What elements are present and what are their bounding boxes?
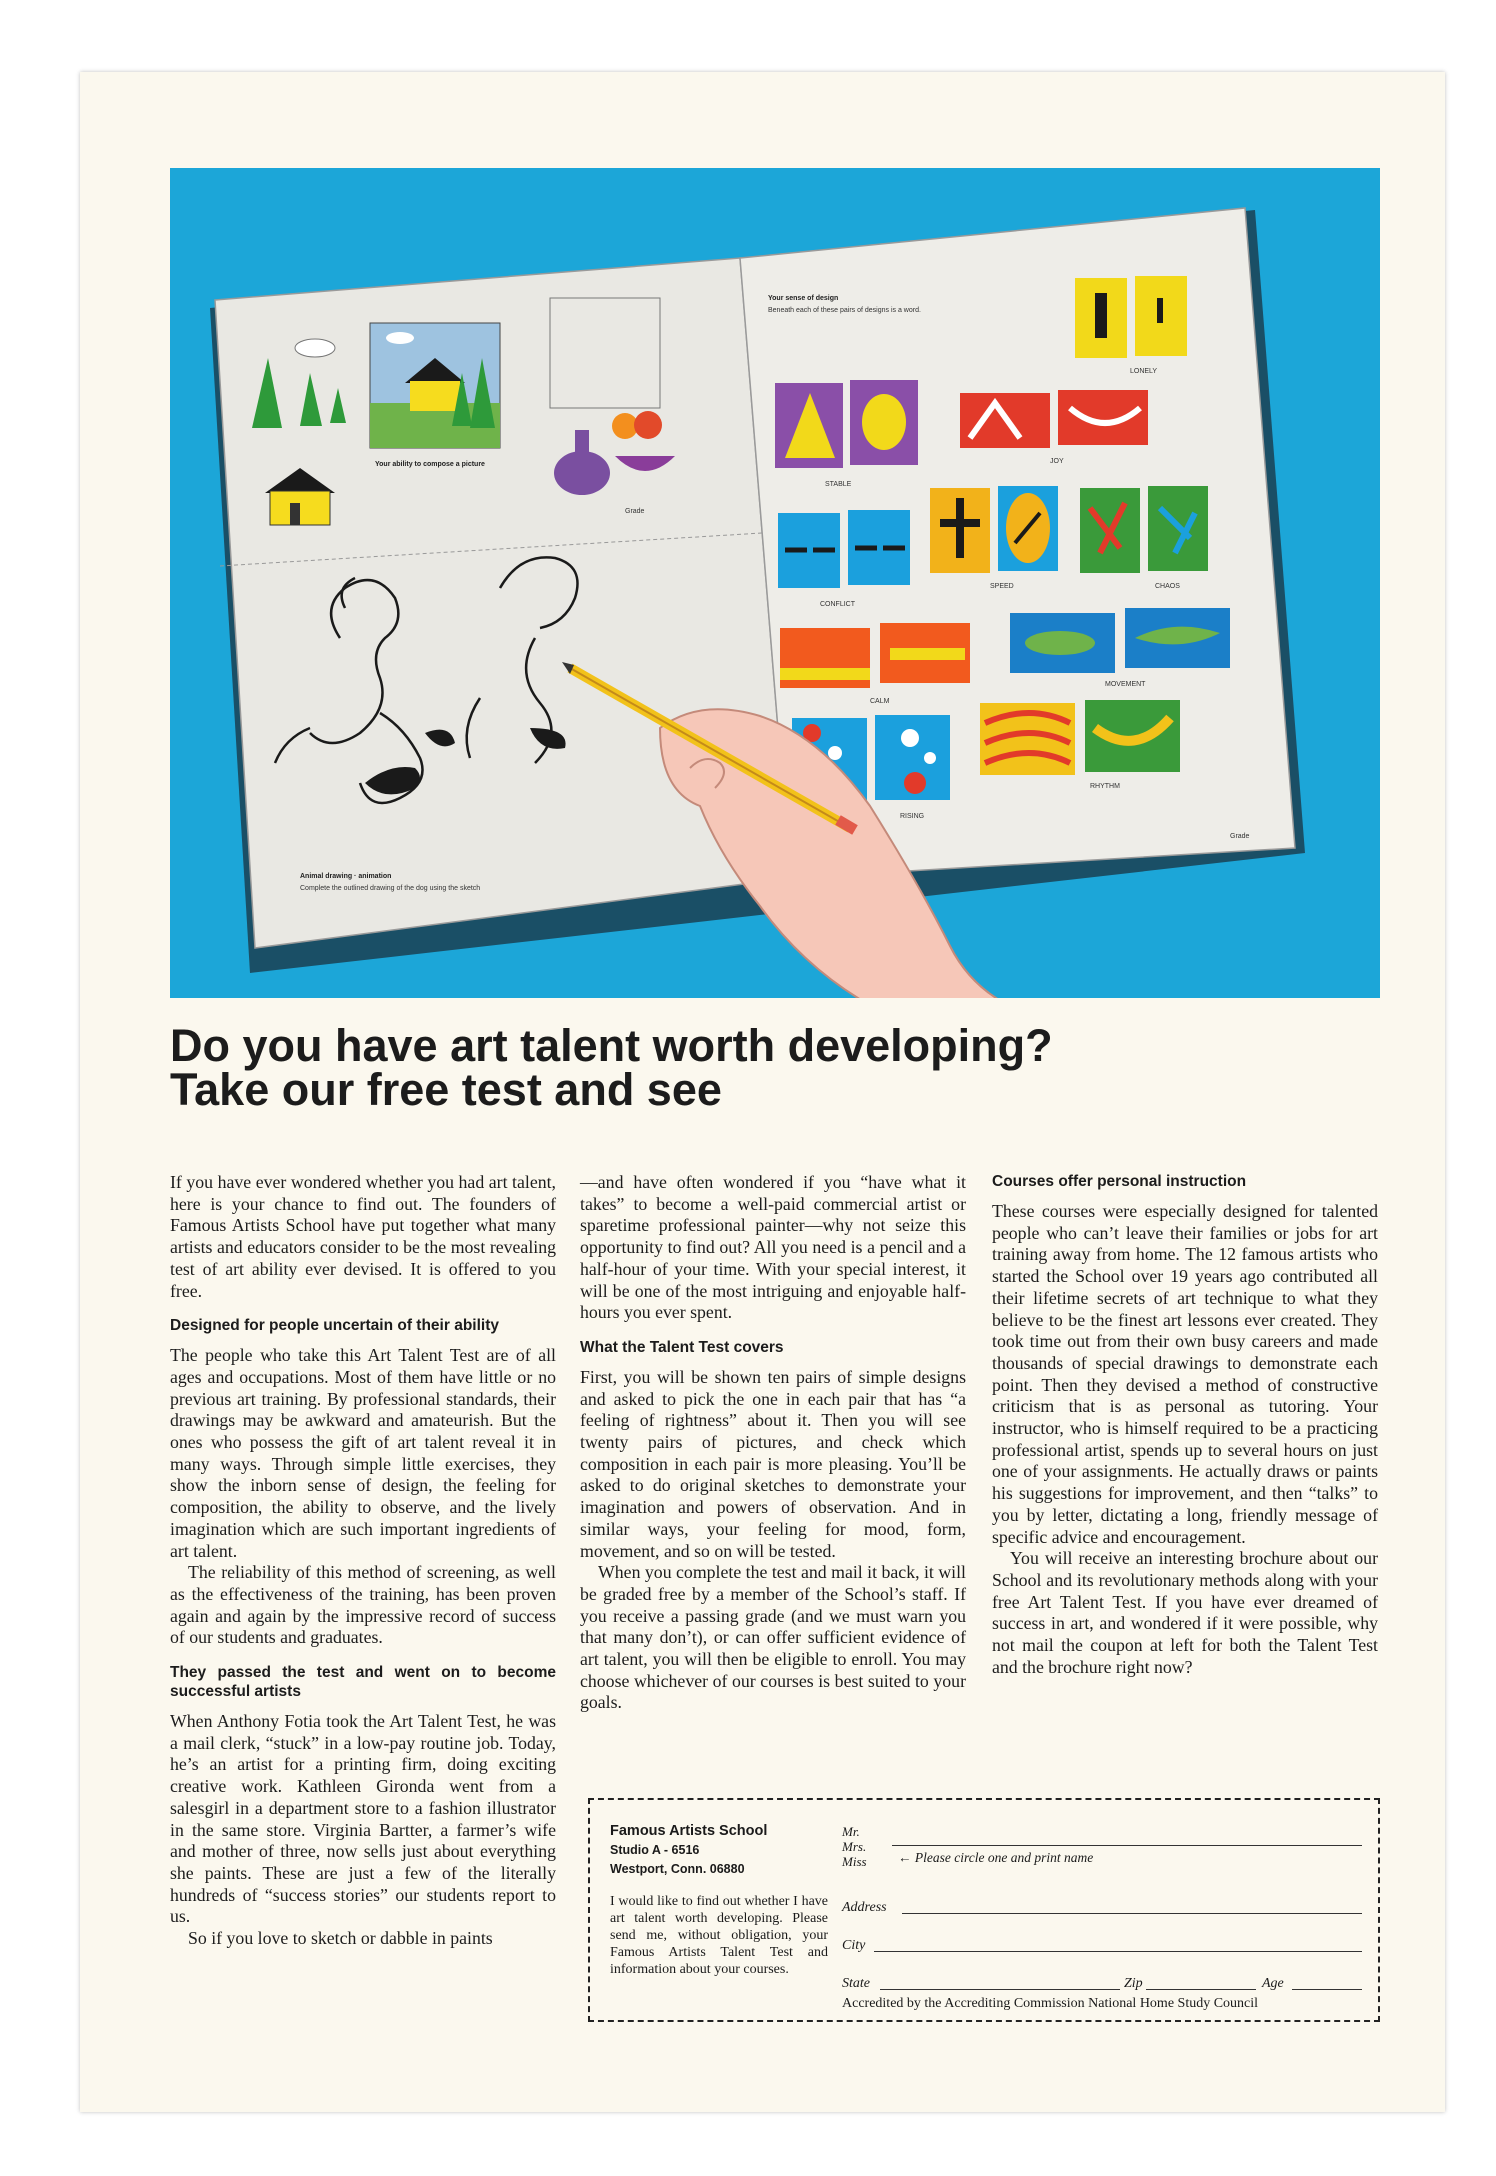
section-heading: Designed for people uncertain of their ability — [170, 1317, 499, 1335]
address-field[interactable] — [902, 1913, 1362, 1914]
name-field[interactable] — [892, 1845, 1362, 1846]
word-lonely: LONELY — [1130, 368, 1158, 375]
paragraph: You will receive an interesting brochure about our School and its revolutionary methods along with your free Art Talent Test. If you have ever dreamed of success in art, and wondered if it were possible, why not mail the coupon at left for both the Talent Test and the brochure right now? — [992, 1548, 1378, 1677]
salutation-options[interactable] — [842, 1824, 867, 1869]
section-heading: They passed the test and went on to become successful artists — [170, 1664, 556, 1701]
hero-illustration — [170, 168, 1380, 998]
word-chaos: CHAOS — [1155, 583, 1180, 590]
school-name: Famous Artists School — [610, 1823, 768, 1839]
art-test-book-illustration — [170, 168, 1380, 998]
address-row — [842, 1884, 1362, 1922]
paragraph: The people who take this Art Talent Test are of all ages and occupations. Most of them have little or no previous art training. By professional standards, their drawings may be awkward and amateurish. But the ones who possess the gift of art talent reveal it in many ways. Through simple little exercises, they show the inborn sense of design, the feeling for composition, the ability to observe, and the lively imagination which are such important ingredients of art talent. — [170, 1345, 556, 1561]
zip-field[interactable] — [1146, 1989, 1256, 1990]
paragraph: If you have ever wondered whether you had art talent, here is your chance to find out. The founders of Famous Artists School have put together what many artists and educators consider to be the most revealing test of art ability ever devised. It is offered to you free. — [170, 1172, 556, 1301]
age-label: Age — [1262, 1976, 1284, 1991]
animal-text: Complete the outlined drawing of the dog using the sketch — [300, 885, 481, 892]
mail-in-coupon[interactable] — [588, 1798, 1380, 2022]
studio-number: Studio A - 6516 — [610, 1843, 700, 1857]
animal-title: Animal drawing · animation — [300, 873, 392, 880]
paragraph: So if you love to sketch or dabble in paints — [188, 1928, 493, 1949]
word-rising: RISING — [900, 813, 925, 820]
salutation-mrs[interactable]: Mrs. — [842, 1839, 867, 1854]
age-field[interactable] — [1292, 1989, 1362, 1990]
section-heading: What the Talent Test covers — [580, 1338, 784, 1356]
left-page — [215, 258, 790, 948]
coupon-request-text: I would like to find out whether I have art talent worth developing. Please send me, without obligation, your Famous Artists Talent Test and information about your courses. — [610, 1894, 828, 1977]
headline-line1: Do you have art talent worth developing? — [170, 1020, 1053, 1071]
headline — [170, 1020, 1370, 1115]
address-label: Address — [842, 1900, 887, 1915]
word-conflict: CONFLICT — [820, 601, 855, 608]
name-row — [842, 1824, 1362, 1884]
section-heading: Courses offer personal instruction — [992, 1173, 1247, 1190]
paragraph: When Anthony Fotia took the Art Talent Test, he was a mail clerk, “stuck” in a low-pay routine job. Today, he’s an artist for a printing firm, doing exciting creative work. Kathleen Gironda went from a salesgirl in a department store to a fashion illustrator in the same store. Virginia Bartter, a farmer’s wife and mother of three, now sells just about everything she paints. These are just a few of the literally hundreds of “success stories” our students report to us. — [170, 1711, 556, 1927]
word-joy: JOY — [1050, 458, 1064, 465]
state-zip-age-row — [842, 1960, 1362, 1998]
zip-label: Zip — [1124, 1976, 1143, 1991]
design-text: Beneath each of these pairs of designs is a word. — [768, 307, 921, 314]
school-city: Westport, Conn. 06880 — [610, 1862, 745, 1876]
state-label: State — [842, 1976, 870, 1991]
article-column-1 — [170, 1172, 556, 1950]
state-field[interactable] — [880, 1989, 1120, 1990]
article-column-2 — [580, 1172, 966, 1714]
name-prompt: ← Please circle one and print name — [898, 1850, 1094, 1865]
word-calm: CALM — [870, 698, 890, 705]
compose-title: Your ability to compose a picture — [375, 461, 485, 468]
word-rhythm: RHYTHM — [1090, 783, 1120, 790]
paragraph: When you complete the test and mail it back, it will be graded free by a member of the School’s staff. If you receive a passing grade (and we must warn you that many don’t), or can offer sufficient evidence of art talent, you will then be eligible to enroll. You may choose whichever of our courses is best suited to your goals. — [580, 1562, 966, 1713]
paragraph: The reliability of this method of screening, as well as the effectiveness of the training, has been proven again and again by the impressive record of success of our students and graduates. — [170, 1562, 556, 1648]
city-label: City — [842, 1938, 866, 1953]
composed-picture-icon — [370, 323, 500, 448]
paragraph: —and have often wondered if you “have what it takes” to become a well-paid commercial artist or sparetime professional painter—why not seize this opportunity to find out? All you need is a pencil and a half-hour of your time. With your special interest, it will be one of the most intriguing and enjoyable half-hours you ever spent. — [580, 1172, 966, 1323]
word-speed: SPEED — [990, 583, 1014, 590]
city-field[interactable] — [874, 1951, 1362, 1952]
paragraph: First, you will be shown ten pairs of simple designs and asked to pick the one in each pair that has “a feeling of rightness” about it. Then you will see twenty pairs of pictures, and check which composition in each pair is more pleasing. You’ll be asked to do original sketches to demonstrate your imagination and powers of observation. And in similar ways, your feeling for mood, form, movement, and so on will be tested. — [580, 1366, 966, 1561]
accreditation-note: Accredited by the Accrediting Commission National Home Study Council — [842, 1996, 1259, 2011]
city-row — [842, 1922, 1362, 1960]
word-movement: MOVEMENT — [1105, 681, 1146, 688]
grade-label-right: Grade — [1230, 833, 1250, 840]
paragraph: These courses were especially designed for talented people who can’t leave their families or jobs for art training away from home. The 12 famous artists who started the School over 19 years ago contributed all their lifetime secrets of art technique to what they believe to be the finest art lessons ever created. They took time out from their own busy careers and made thousands of special drawings to demonstrate each point. Then they devised a method of constructive criticism that is as personal as tutoring. Your instructor, who is himself required to be a practicing professional artist, spends up to several hours on just one of your assignments. He actually draws or paints his suggestions for improvement, and then “talks” to you by letter, dictating a long, friendly message of specific advice and encouragement. — [992, 1201, 1378, 1547]
salutation-miss[interactable]: Miss — [842, 1854, 867, 1869]
headline-line2: Take our free test and see — [170, 1064, 722, 1115]
design-title: Your sense of design — [768, 295, 839, 302]
grade-label-left: Grade — [625, 508, 645, 515]
article-column-3 — [992, 1172, 1378, 1678]
word-stable: STABLE — [825, 481, 852, 488]
coupon-form — [842, 1824, 1362, 2011]
salutation-mr[interactable]: Mr. — [842, 1824, 860, 1839]
coupon-school-info — [610, 1822, 828, 1978]
